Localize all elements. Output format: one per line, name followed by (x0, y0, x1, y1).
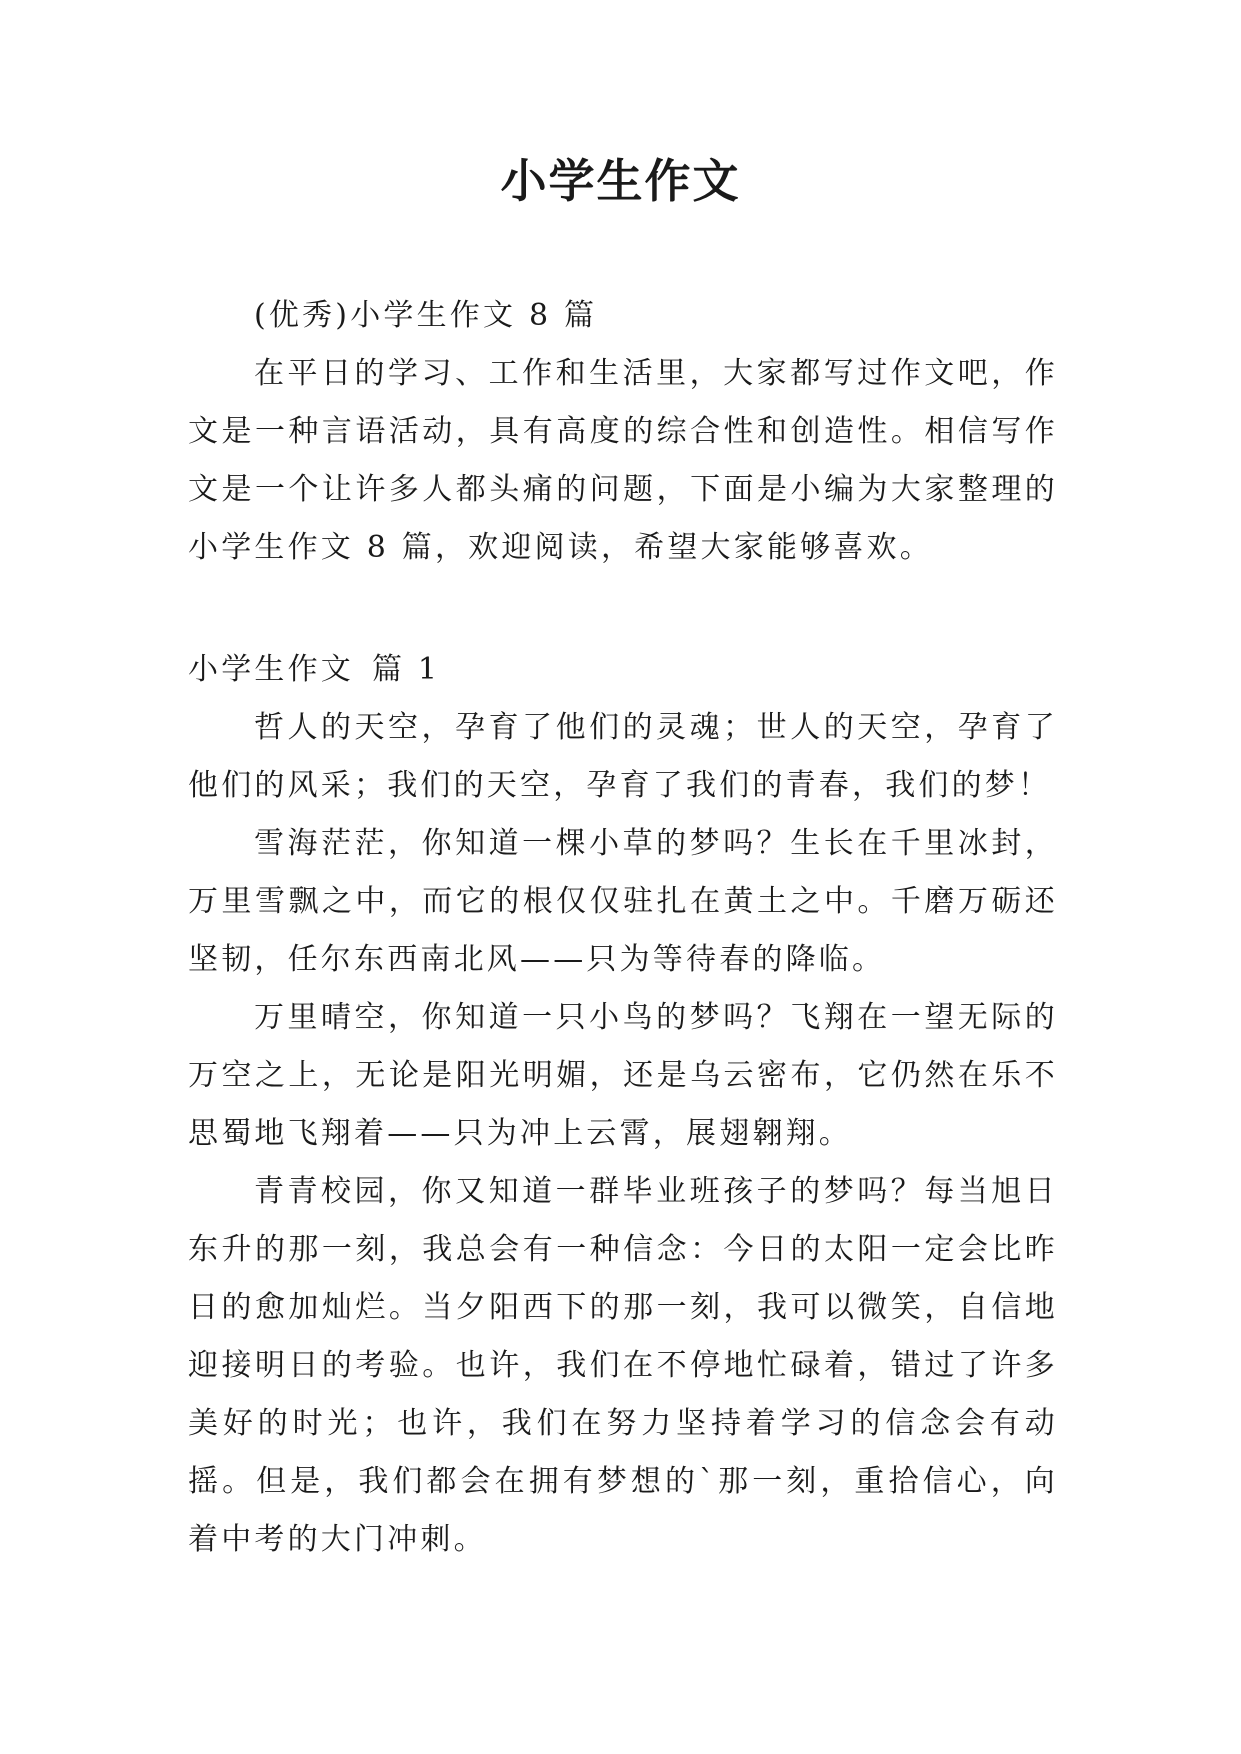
essay-paragraph-2: 雪海茫茫，你知道一棵小草的梦吗？生长在千里冰封，万里雪飘之中，而它的根仅仅驻扎在黄土之中。千磨万砺还坚韧，任尔东西南北风——只为等待春的降临。 (188, 826, 1058, 977)
document-title: 小学生作文 (500, 154, 741, 208)
document-subtitle: (优秀)小学生作文 8 篇 (254, 298, 598, 333)
intro-paragraph: 在平日的学习、工作和生活里，大家都写过作文吧，作文是一种言语活动，具有高度的综合性和创造性。相信写作文是一个让许多人都头痛的问题，下面是小编为大家整理的小学生作文 8 篇，欢迎阅读，希望大家能够喜欢。 (188, 356, 1058, 565)
section-heading (188, 641, 1058, 699)
section-heading-title: 小学生作文 (188, 652, 354, 687)
section-heading-number: 篇 1 (372, 652, 441, 687)
essay-paragraph-4: 青青校园，你又知道一群毕业班孩子的梦吗？每当旭日东升的那一刻，我总会有一种信念：今日的太阳一定会比昨日的愈加灿烂。当夕阳西下的那一刻，我可以微笑，自信地迎接明日的考验。也许，我们在不停地忙碌着，错过了许多美好的时光；也许，我们在努力坚持着学习的信念会有动摇。但是，我们都会在拥有梦想的`那一刻，重拾信心，向着中考的大门冲刺。 (188, 1174, 1058, 1557)
essay-paragraph-1: 哲人的天空，孕育了他们的灵魂；世人的天空，孕育了他们的风采；我们的天空，孕育了我们的青春，我们的梦！ (188, 710, 1058, 803)
essay-paragraph-3: 万里晴空，你知道一只小鸟的梦吗？飞翔在一望无际的万空之上，无论是阳光明媚，还是乌云密布，它仍然在乐不思蜀地飞翔着——只为冲上云霄，展翅翱翔。 (188, 1000, 1058, 1151)
document-body (188, 287, 1058, 1569)
